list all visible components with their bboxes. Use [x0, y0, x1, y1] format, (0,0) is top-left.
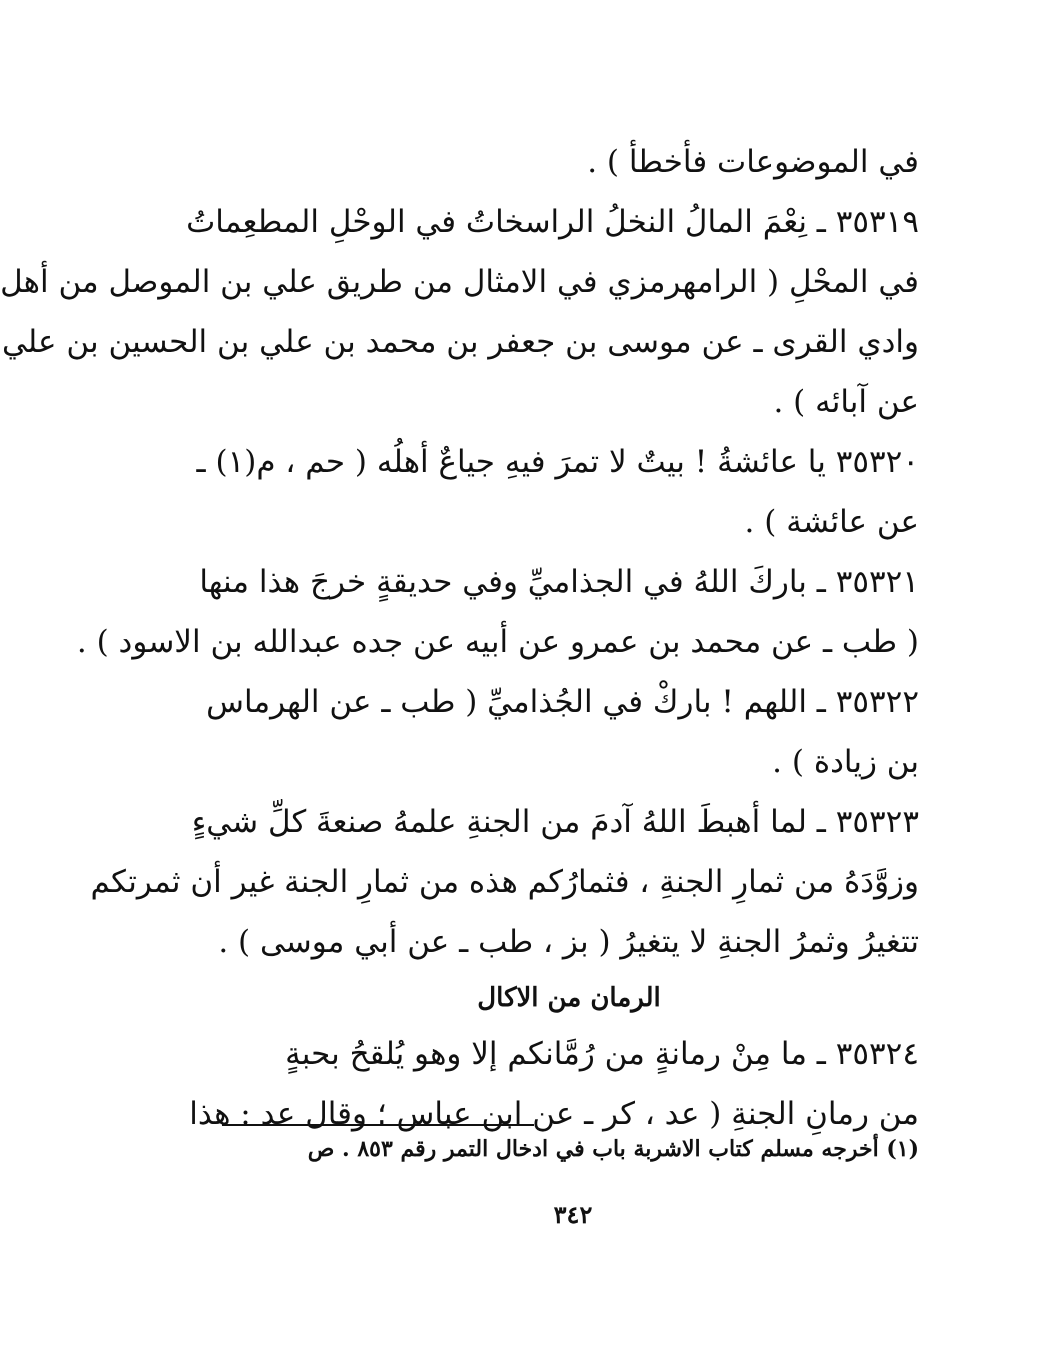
text-line: ٣٥٣٢٢ ـ اللهم ! باركْ في الجُذاميِّ ( طب ـ عن الهرماس — [206, 684, 919, 720]
text-line: ٣٥٣٢٣ ـ لما أهبطَ اللهُ آدمَ من الجنةِ علمهُ صنعةَ كلِّ شيءٍ — [191, 804, 919, 840]
text-line: ٣٥٣٢٤ ـ ما مِنْ رمانةٍ من رُمَّانكم إلا وهو يُلقحُ بحبةٍ — [285, 1036, 919, 1072]
body-text — [0, 132, 919, 1144]
text-line: ٣٥٣٢١ ـ باركَ اللهُ في الجذاميِّ وفي حديقةٍ خرجَ هذا منها — [199, 564, 919, 600]
page-number: ٣٤٢ — [553, 1200, 593, 1229]
text-line: ٣٥٣١٩ ـ نِعْمَ المالُ النخلُ الراسخاتُ في الوحْلِ المطعِماتُ — [186, 204, 919, 240]
text-line: وادي القرى ـ عن موسى بن جعفر بن محمد بن علي بن الحسين بن علي — [1, 324, 919, 360]
text-line: عن عائشة ) . — [744, 504, 919, 540]
text-line: من رمانِ الجنةِ ( عد ، كر ـ عن ابن عباس ؛ وقال عد : هذا — [189, 1096, 919, 1132]
section-heading: الرمان من الاكال — [477, 983, 661, 1013]
text-line: في المحْلِ ( الرامهرمزي في الامثال من طريق علي بن الموصل من أهل — [0, 264, 919, 300]
text-line: عن آبائه ) . — [773, 384, 919, 420]
text-line: ( طب ـ عن محمد بن عمرو عن أبيه عن جده عبدالله بن الاسود ) . — [76, 624, 919, 660]
footnote-divider — [222, 1124, 534, 1126]
text-line: تتغيرُ وثمرُ الجنةِ لا يتغيرُ ( بز ، طب ـ عن أبي موسى ) . — [218, 924, 919, 960]
footnote: (١) أخرجه مسلم كتاب الاشربة باب في ادخال التمر رقم ٨٥٣ . ص — [307, 1136, 919, 1162]
text-line: وزوَّدَهُ من ثمارِ الجنةِ ، فثمارُكم هذه من ثمارِ الجنة غير أن ثمرتكم — [90, 864, 919, 900]
text-line: بن زيادة ) . — [772, 744, 919, 780]
text-line: في الموضوعات فأخطأ ) . — [587, 144, 919, 180]
text-line: ٣٥٣٢٠ يا عائشةُ ! بيتٌ لا تمرَ فيهِ جياعٌ أهلُه ( حم ، م(١) ـ — [196, 444, 919, 480]
